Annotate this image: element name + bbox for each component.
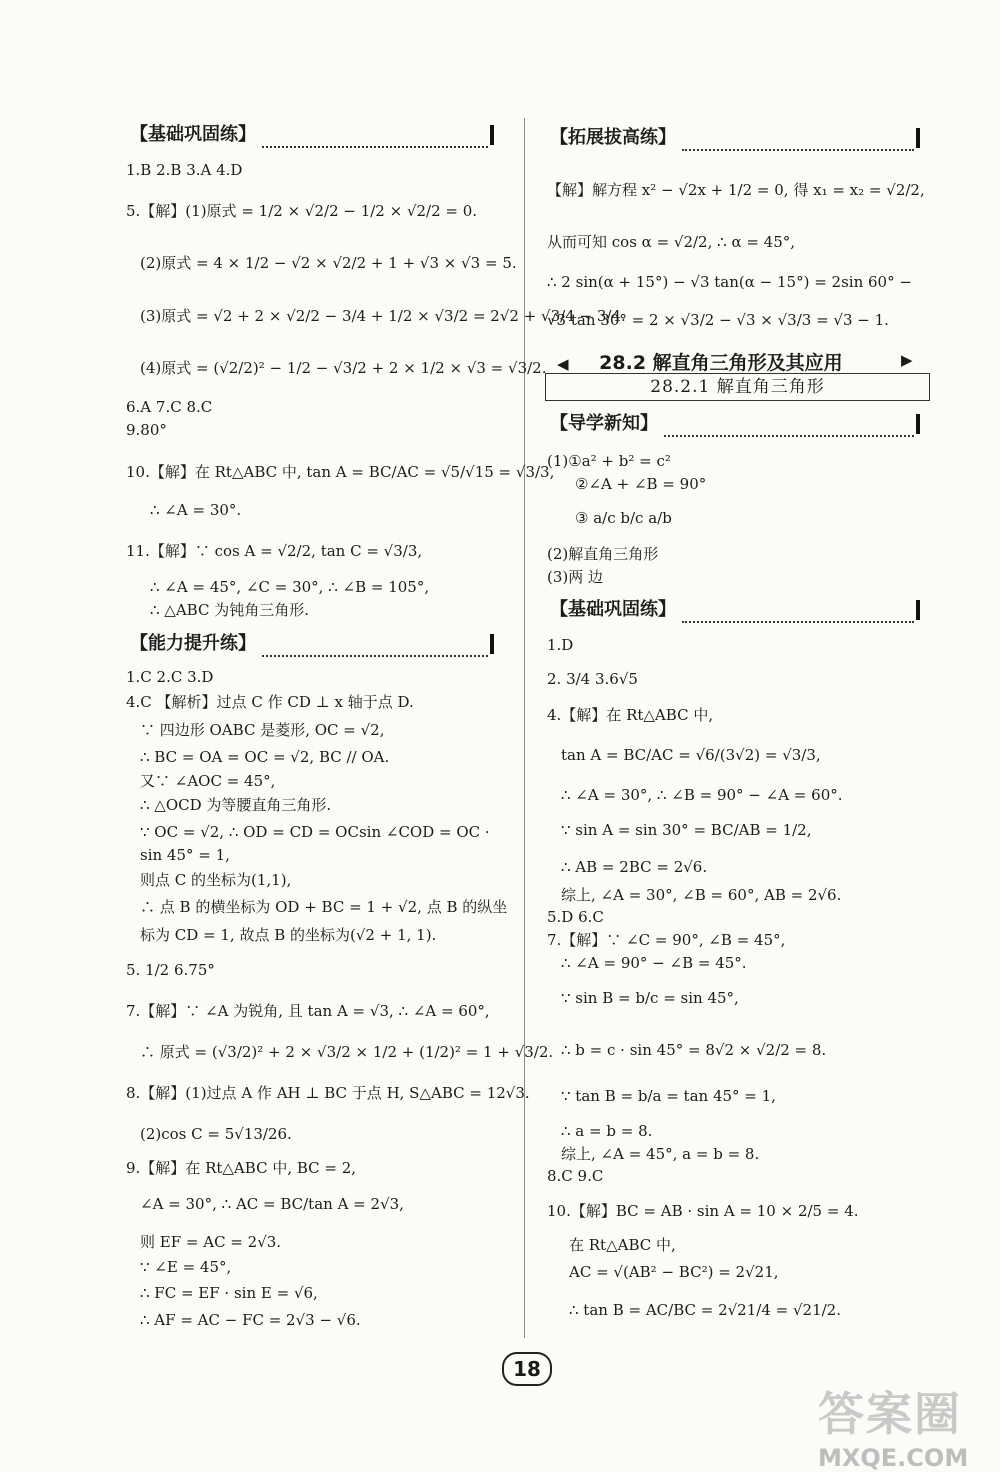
answer-line: 4.【解】在 Rt△ABC 中,	[547, 706, 714, 724]
answer-line: ∴ ∠A = 90° − ∠B = 45°.	[561, 954, 747, 972]
answer-line: ∴ ∠A = 30°, ∴ ∠B = 90° − ∠A = 60°.	[561, 786, 843, 804]
answer-line: ∴ a = b = 8.	[561, 1122, 653, 1140]
answer-line: ∴ △OCD 为等腰直角三角形.	[140, 796, 332, 814]
answer-line: 5.【解】(1)原式 = 1/2 × √2/2 − 1/2 × √2/2 = 0.	[126, 202, 478, 220]
section-header-guide: 【导学新知】	[550, 411, 920, 437]
answer-line: ∵ 四边形 OABC 是菱形, OC = √2,	[140, 721, 385, 739]
answer-line: ∴ ∠A = 30°.	[150, 501, 242, 519]
triangle-left-icon: ◀	[557, 355, 569, 373]
answer-line: ∴ FC = EF · sin E = √6,	[140, 1284, 318, 1302]
answer-line: 从而可知 cos α = √2/2, ∴ α = 45°,	[547, 233, 796, 251]
answer-line: tan A = BC/AC = √6/(3√2) = √3/3,	[561, 746, 821, 764]
answer-line: 1.C 2.C 3.D	[126, 668, 214, 686]
answer-line: 在 Rt△ABC 中,	[569, 1236, 676, 1254]
answer-line: (4)原式 = (√2/2)² − 1/2 − √3/2 + 2 × 1/2 × √3 = √3/2.	[140, 359, 547, 377]
answer-line: √3 tan 30° = 2 × √3/2 − √3 × √3/3 = √3 − 1.	[547, 311, 889, 329]
answer-line: 8.【解】(1)过点 A 作 AH ⊥ BC 于点 H, S△ABC = 12√3.	[126, 1084, 530, 1102]
answer-line: ∴ b = c · sin 45° = 8√2 × √2/2 = 8.	[561, 1041, 827, 1059]
answer-line: ∴ tan B = AC/BC = 2√21/4 = √21/2.	[569, 1301, 841, 1319]
answer-line: 9.80°	[126, 421, 167, 439]
watermark-text: 答案圈	[818, 1387, 962, 1441]
answer-line: 综上, ∠A = 45°, a = b = 8.	[561, 1145, 760, 1163]
answer-line: 则 EF = AC = 2√3.	[140, 1233, 282, 1251]
answer-line: 8.C 9.C	[547, 1167, 604, 1185]
answer-line: ∵ sin B = b/c = sin 45°,	[561, 989, 739, 1007]
answer-line: (2)解直角三角形	[547, 545, 659, 563]
answer-line: ∠A = 30°, ∴ AC = BC/tan A = 2√3,	[140, 1195, 404, 1213]
page-number: 18	[502, 1352, 552, 1386]
answer-line: ②∠A + ∠B = 90°	[575, 475, 707, 493]
answer-line: 1.D	[547, 636, 574, 654]
section-header-extend: 【拓展拔高练】	[550, 125, 920, 151]
answer-line: ∵ OC = √2, ∴ OD = CD = OCsin ∠COD = OC ·	[140, 823, 490, 841]
answer-line: 4.C 【解析】过点 C 作 CD ⊥ x 轴于点 D.	[126, 693, 414, 711]
section-header-basic: 【基础巩固练】	[130, 122, 494, 148]
answer-line: (1)①a² + b² = c²	[547, 452, 671, 470]
answer-line: 10.【解】在 Rt△ABC 中, tan A = BC/AC = √5/√15 = √3/3,	[126, 463, 555, 481]
answer-line: ③ a/c b/c a/b	[575, 509, 672, 527]
column-divider	[524, 118, 525, 1338]
answer-line: ∴ AF = AC − FC = 2√3 − √6.	[140, 1311, 361, 1329]
answer-line: ∵ tan B = b/a = tan 45° = 1,	[561, 1087, 776, 1105]
answer-line: 又∵ ∠AOC = 45°,	[140, 772, 276, 790]
answer-line: (3)两 边	[547, 568, 604, 586]
answer-line: ∵ sin A = sin 30° = BC/AB = 1/2,	[561, 821, 812, 839]
section-header-ability: 【能力提升练】	[130, 631, 494, 657]
answer-line: 1.B 2.B 3.A 4.D	[126, 161, 243, 179]
answer-line: 9.【解】在 Rt△ABC 中, BC = 2,	[126, 1159, 357, 1177]
answer-line: ∴ BC = OA = OC = √2, BC // OA.	[140, 748, 390, 766]
answer-line: 10.【解】BC = AB · sin A = 10 × 2/5 = 4.	[547, 1202, 859, 1220]
triangle-right-icon: ▶	[901, 351, 913, 369]
answer-line: ∴ 2 sin(α + 15°) − √3 tan(α − 15°) = 2sin 60° −	[547, 273, 912, 291]
answer-line: ∴ ∠A = 45°, ∠C = 30°, ∴ ∠B = 105°,	[150, 578, 430, 596]
answer-line: 则点 C 的坐标为(1,1),	[140, 871, 292, 889]
answer-line: 5. 1/2 6.75°	[126, 961, 215, 979]
answer-line: (2)原式 = 4 × 1/2 − √2 × √2/2 + 1 + √3 × √3 = 5.	[140, 254, 517, 272]
watermark-url: MXQE.COM	[818, 1444, 969, 1472]
answer-line: 11.【解】∵ cos A = √2/2, tan C = √3/3,	[126, 542, 423, 560]
answer-line: 6.A 7.C 8.C	[126, 398, 213, 416]
answer-line: ∴ AB = 2BC = 2√6.	[561, 858, 708, 876]
section-header-basic-2: 【基础巩固练】	[550, 597, 920, 623]
answer-line: 7.【解】∵ ∠C = 90°, ∠B = 45°,	[547, 931, 786, 949]
subsection-title: 28.2.1 解直角三角形	[545, 373, 930, 401]
answer-line: 2. 3/4 3.6√5	[547, 670, 638, 688]
answer-line: (2)cos C = 5√13/26.	[140, 1125, 292, 1143]
answer-line: 综上, ∠A = 30°, ∠B = 60°, AB = 2√6.	[561, 886, 842, 904]
answer-line: 7.【解】∵ ∠A 为锐角, 且 tan A = √3, ∴ ∠A = 60°,	[126, 1002, 490, 1020]
watermark-logo	[818, 1378, 990, 1472]
answer-line: 标为 CD = 1, 故点 B 的坐标为(√2 + 1, 1).	[140, 926, 437, 944]
answer-line: ∴ 原式 = (√3/2)² + 2 × √3/2 × 1/2 + (1/2)² = 1 + √3/2.	[140, 1043, 554, 1061]
answer-line: ∴ 点 B 的横坐标为 OD + BC = 1 + √2, 点 B 的纵坐	[140, 898, 508, 916]
answer-line: (3)原式 = √2 + 2 × √2/2 − 3/4 + 1/2 × √3/2 = 2√2 + √3/4 − 3/4.	[140, 307, 626, 325]
chapter-title: ◀ 28.2 解直角三角形及其应用 ▶	[557, 351, 913, 374]
answer-line: ∴ △ABC 为钝角三角形.	[150, 601, 309, 619]
answer-line: sin 45° = 1,	[140, 846, 230, 864]
answer-line: ∵ ∠E = 45°,	[140, 1258, 232, 1276]
answer-line: AC = √(AB² − BC²) = 2√21,	[569, 1263, 779, 1281]
answer-line: 5.D 6.C	[547, 908, 604, 926]
answer-line: 【解】解方程 x² − √2x + 1/2 = 0, 得 x₁ = x₂ = √2/2,	[547, 181, 925, 199]
